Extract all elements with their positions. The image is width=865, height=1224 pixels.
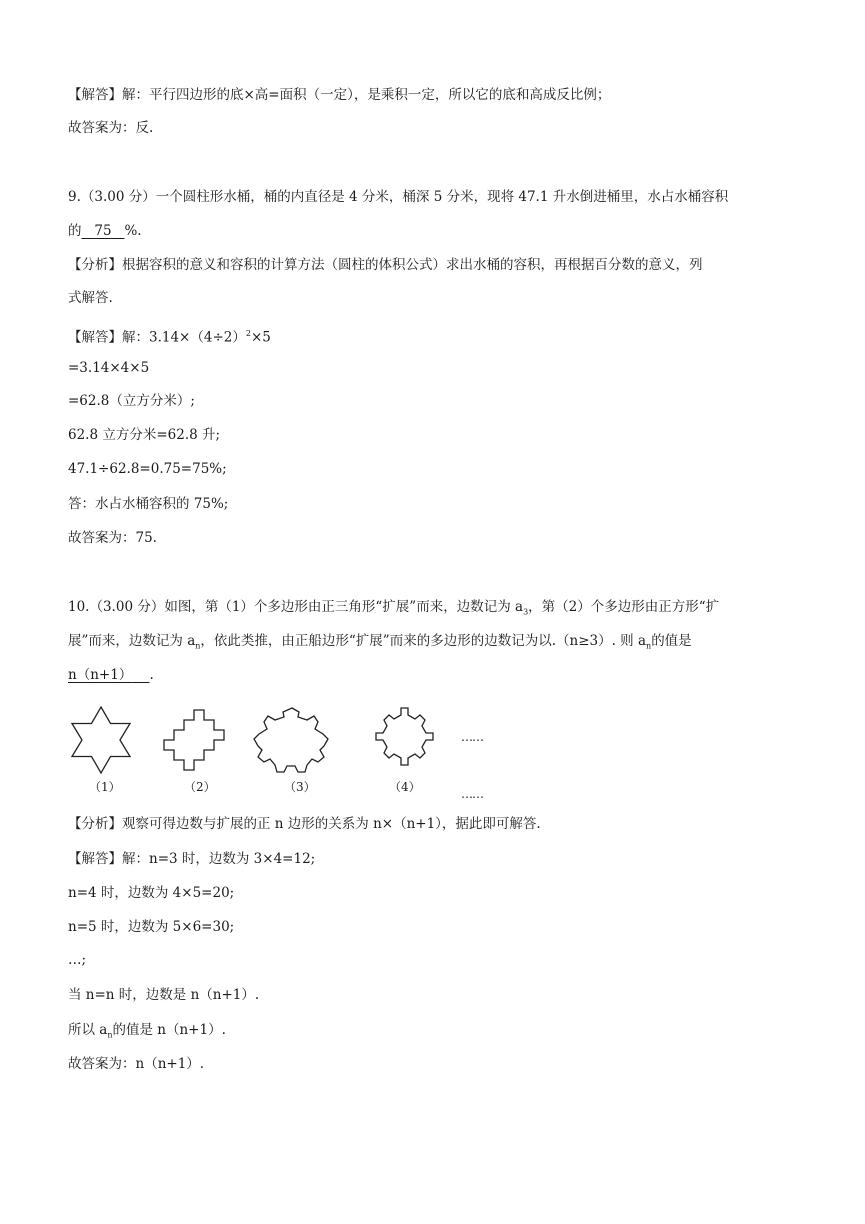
q10-solution-line-1: 【解答】解：n=3 时，边数为 3×4=12; bbox=[68, 851, 316, 867]
polygon-figures bbox=[62, 702, 502, 802]
subscript: n bbox=[646, 641, 652, 651]
q10-final-answer: 故答案为：n（n+1）. bbox=[68, 1056, 205, 1072]
q9-answer-blank: 75 bbox=[94, 223, 112, 239]
q9-final-answer: 故答案为：75. bbox=[68, 530, 157, 546]
expanded-square-figure bbox=[164, 710, 224, 770]
q9-stem-line-1: 9.（3.00 分）一个圆柱形水桶，桶的内直径是 4 分米，桶深 5 分米，现将 47.1 升水倒进桶里，水占水桶容积 bbox=[68, 189, 729, 205]
exponent: 2 bbox=[245, 329, 251, 338]
q10-stem-line-2: 展”而来，边数记为 $a_n$，依此类推，由正船边形“扩展”而来的多边形的边数记为以.（n≥3）. 则 $a_n$的值是 bbox=[68, 633, 692, 651]
q9-solution-line-2: =3.14×4×5 bbox=[68, 360, 150, 376]
q9-solution-line-1: 【解答】解：$3.14\times(4\div 2)^2\times 5$ bbox=[68, 329, 271, 346]
figure-label-4: （4） bbox=[389, 780, 421, 794]
q10-stem-line-1: 10.（3.00 分）如图，第（1）个多边形由正三角形“扩展”而来，边数记为 $a_3$，第（2）个多边形由正方形“扩 bbox=[68, 599, 720, 617]
q9-solution-line-6: 答：水占水桶容积的 75%; bbox=[68, 496, 229, 512]
subscript: n bbox=[107, 1030, 113, 1040]
q10-solution-line-6: 所以 $a_n$的值是 n（n+1）. bbox=[68, 1022, 226, 1040]
figure-label-2: （2） bbox=[184, 780, 216, 794]
subscript: 3 bbox=[523, 607, 529, 617]
figure-label-1: （1） bbox=[89, 780, 121, 794]
prev-answer-line: 【解答】解：平行四边形的底×高=面积（一定），是乘积一定，所以它的底和高成反比例； bbox=[68, 87, 611, 103]
q9-stem-suffix: %. bbox=[124, 223, 142, 239]
q9-stem-prefix: 的 bbox=[68, 223, 82, 239]
prev-final-answer: 故答案为：反. bbox=[68, 120, 154, 136]
q9-solution-line-5: 47.1÷62.8=0.75=75%; bbox=[68, 461, 227, 477]
q10-solution-line-5: 当 n=n 时，边数是 n（n+1）. bbox=[68, 987, 260, 1003]
q10-solution-line-4: …; bbox=[68, 952, 87, 968]
q10-solution-line-2: n=4 时，边数为 4×5=20; bbox=[68, 885, 235, 901]
figure-label-3: （3） bbox=[284, 780, 316, 794]
q9-analysis-line-2: 式解答. bbox=[68, 290, 113, 306]
q9-solution-line-3: =62.8（立方分米）; bbox=[68, 393, 195, 409]
hexagram-figure bbox=[72, 707, 130, 773]
q9-solution-line-4: 62.8 立方分米=62.8 升; bbox=[68, 427, 221, 443]
ellipsis-bottom: …… bbox=[461, 787, 483, 801]
q9-stem-line-2 bbox=[68, 222, 142, 240]
expanded-hexagon-figure bbox=[376, 708, 433, 765]
expanded-pentagon-figure bbox=[254, 708, 328, 772]
q9-analysis-line-1: 【分析】根据容积的意义和容积的计算方法（圆柱的体积公式）求出水桶的容积，再根据百分数的意义，列 bbox=[68, 257, 703, 273]
subscript: n bbox=[195, 641, 201, 651]
q10-solution-line-3: n=5 时，边数为 5×6=30; bbox=[68, 919, 235, 935]
q10-analysis: 【分析】观察可得边数与扩展的正 n 边形的关系为 n×（n+1），据此即可解答. bbox=[68, 816, 541, 832]
ellipsis-top: …… bbox=[461, 730, 483, 744]
q10-answer-blank: n（n+1） bbox=[68, 667, 133, 683]
q10-stem-line-3: n（n+1） . bbox=[68, 667, 154, 683]
